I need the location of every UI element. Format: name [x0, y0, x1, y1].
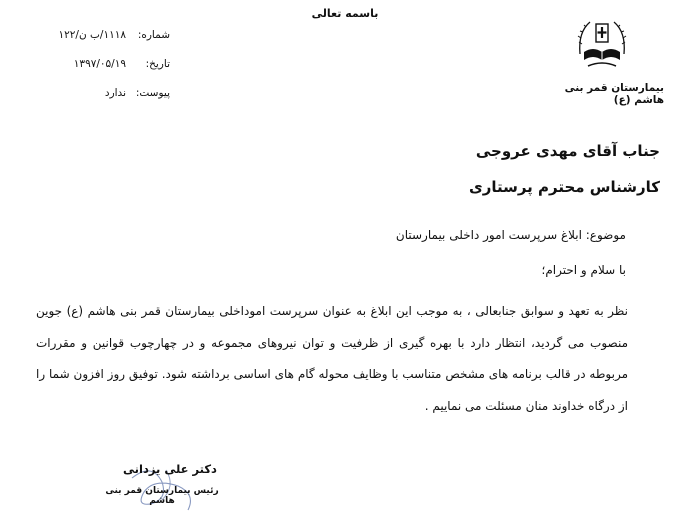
recipient-name: جناب آقای مهدی عروجی: [475, 142, 660, 160]
signatory-name: دکتر علی یزدانی: [123, 462, 217, 476]
date-label: تاریخ:: [145, 58, 170, 70]
attachment-value: ندارد: [104, 87, 126, 99]
date-value: ۱۳۹۷/۰۵/۱۹: [73, 58, 126, 70]
letter-body: نظر به تعهد و سوابق جنابعالی ، به موجب این ابلاغ به عنوان سرپرست اموداخلی بیمارستان قمر بنی هاشم (ع) جوین منصوب می گردید، انتظار دارد با بهره گیری از ظرفیت و توان نیروهای مجموعه و در چهارچوب قوانین و مقررات مربوطه در قالب برنامه های مشخص متناسب با وظایف محوله گام های اساسی برداشته شود. توفیق روز افزون شما را از درگاه خداوند منان مسئلت می نماییم .: [36, 304, 628, 413]
attachment-label: پیوست:: [135, 87, 170, 99]
hospital-logo: [574, 14, 630, 74]
signatory-title: رئیس بیمارستان قمر بنی هاشم: [105, 486, 219, 506]
invocation-heading: باسمه تعالی: [311, 7, 379, 20]
number-value: ۱۱۱۸/ب ن/۱۲۲: [58, 29, 126, 41]
hospital-name: بیمارستان قمر بنی هاشم (ع): [564, 82, 664, 106]
number-label: شماره:: [137, 29, 170, 41]
letter-greeting: با سلام و احترام؛: [541, 263, 626, 277]
recipient-title: کارشناس محترم پرستاری: [468, 178, 660, 196]
letter-subject: موضوع: ابلاغ سرپرست امور داخلی بیمارستان: [395, 228, 626, 242]
